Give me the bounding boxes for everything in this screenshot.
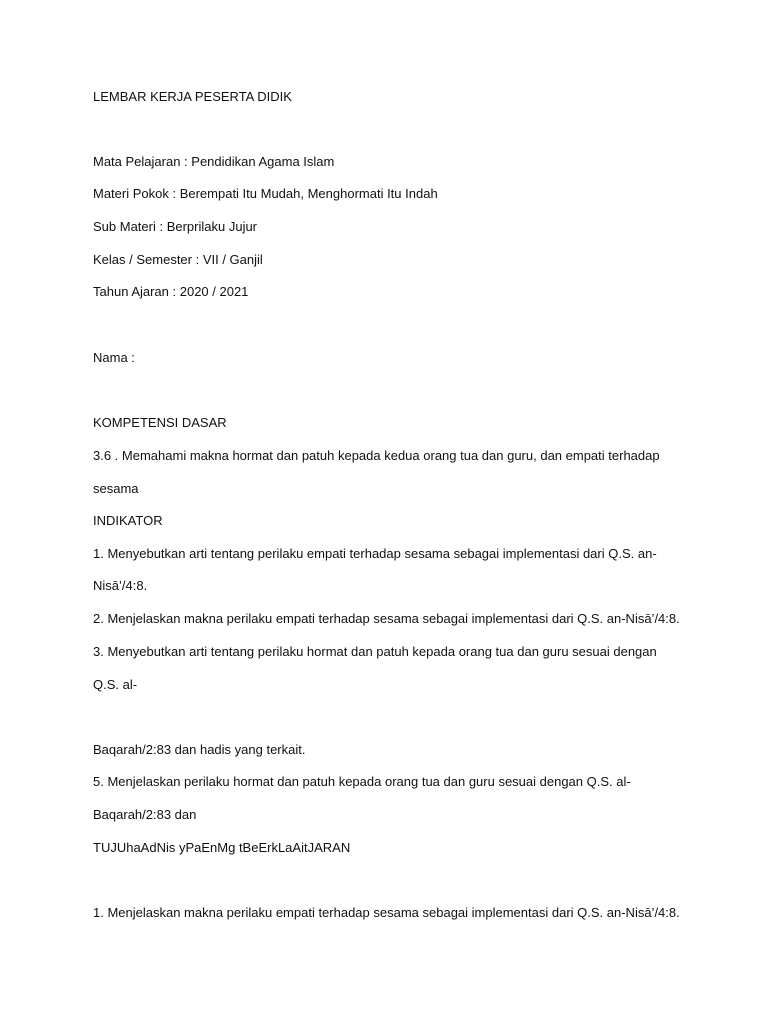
- document-title: LEMBAR KERJA PESERTA DIDIK: [93, 89, 292, 104]
- nama-field-label: Nama :: [93, 350, 135, 365]
- tujuan-heading: TUJUhaAdNis yPaEnMg tBeErkLaAitJARAN: [93, 840, 351, 855]
- meta-materi-pokok: Materi Pokok : Berempati Itu Mudah, Menghormati Itu Indah: [93, 186, 438, 201]
- meta-mata-pelajaran: Mata Pelajaran : Pendidikan Agama Islam: [93, 154, 335, 169]
- indikator-item-5-line1: 5. Menjelaskan perilaku hormat dan patuh kepada orang tua dan guru sesuai dengan Q.S. al-: [93, 774, 631, 789]
- indikator-item-5-line2: Baqarah/2:83 dan: [93, 807, 197, 822]
- tujuan-item-1: 1. Menjelaskan makna perilaku empati terhadap sesama sebagai implementasi dari Q.S. an-Nisā’/4:8.: [93, 905, 680, 920]
- indikator-item-3-line1: 3. Menyebutkan arti tentang perilaku hormat dan patuh kepada orang tua dan guru sesuai dengan: [93, 644, 657, 659]
- kompetensi-dasar-text-line2: sesama: [93, 481, 139, 496]
- indikator-item-3-line2: Q.S. al-: [93, 677, 138, 692]
- meta-sub-materi: Sub Materi : Berprilaku Jujur: [93, 219, 258, 234]
- indikator-item-3-line3: Baqarah/2:83 dan hadis yang terkait.: [93, 742, 306, 757]
- kompetensi-dasar-text-line1: 3.6 . Memahami makna hormat dan patuh kepada kedua orang tua dan guru, dan empati terhadap: [93, 448, 660, 463]
- indikator-item-1-line2: Nisā’/4:8.: [93, 578, 148, 593]
- meta-tahun-ajaran: Tahun Ajaran : 2020 / 2021: [93, 284, 249, 299]
- kompetensi-dasar-heading: KOMPETENSI DASAR: [93, 415, 227, 430]
- indikator-item-2: 2. Menjelaskan makna perilaku empati terhadap sesama sebagai implementasi dari Q.S. an-Nisā’/4:8.: [93, 611, 680, 626]
- indikator-item-1-line1: 1. Menyebutkan arti tentang perilaku empati terhadap sesama sebagai implementasi dari Q.S. an-: [93, 546, 657, 561]
- meta-kelas-semester: Kelas / Semester : VII / Ganjil: [93, 252, 263, 267]
- indikator-heading: INDIKATOR: [93, 513, 163, 528]
